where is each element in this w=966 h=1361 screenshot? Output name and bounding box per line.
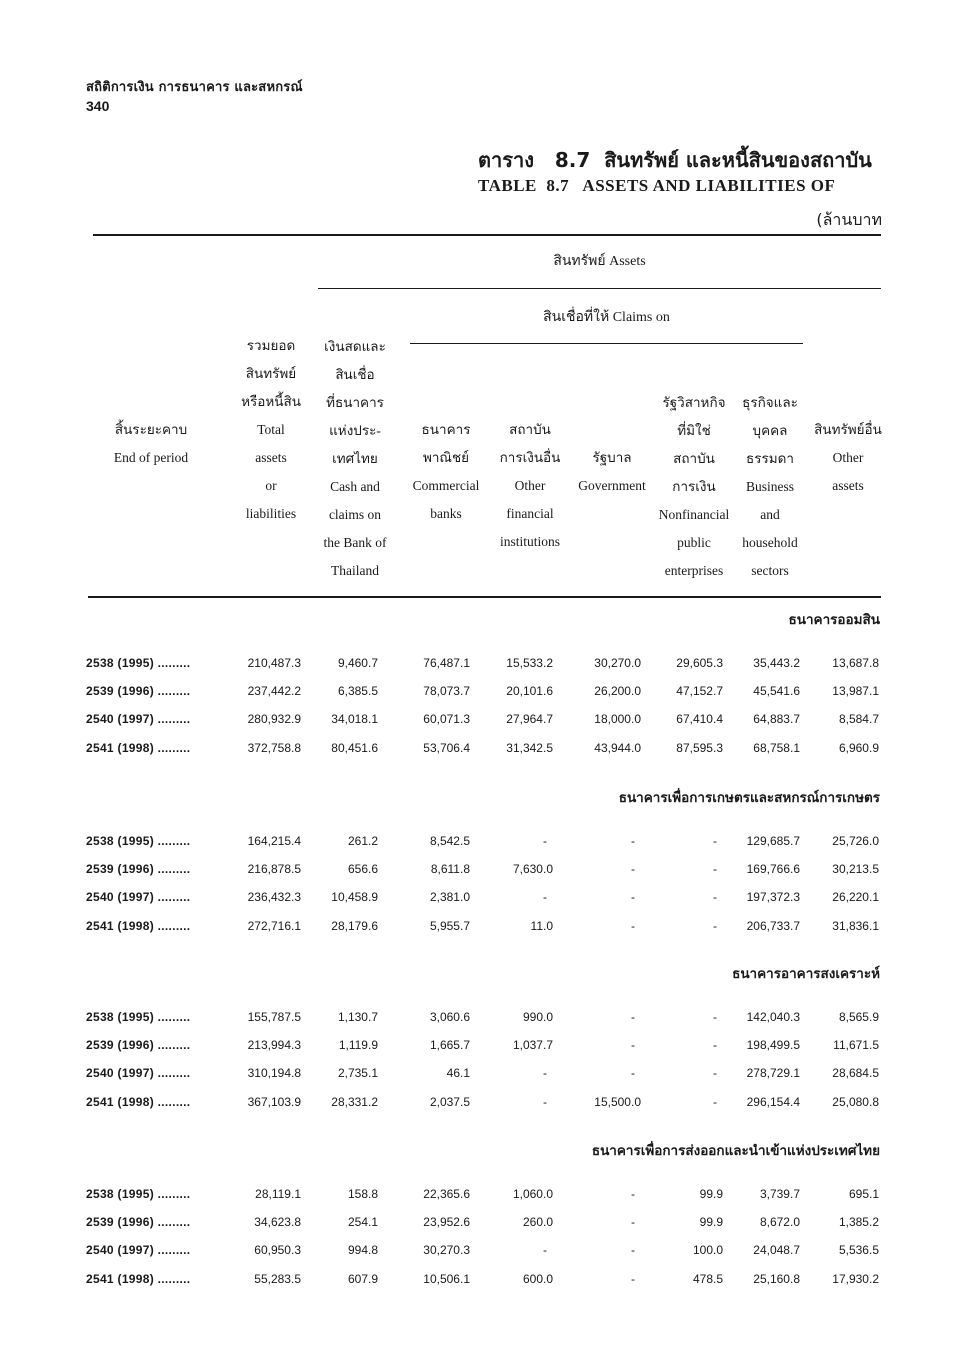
table-cell: - [713,890,717,905]
assets-group-rule [318,288,881,289]
table-cell: 76,487.1 [423,656,470,670]
table-cell: 29,605.3 [676,656,723,670]
table-row [0,890,966,912]
table-row [0,741,966,763]
table-cell: 28,119.1 [255,1187,301,1201]
table-cell: 254.1 [347,1215,378,1230]
period-label: 2541 (1998) ......... [86,740,191,755]
section-title: ธนาคารเพื่อการส่งออกและนำเข้าแห่งประเทศไทย [591,1143,880,1159]
table-cell: 197,372.3 [746,890,800,905]
claims-group-heading: สินเชื่อที่ให้ Claims on [543,310,670,325]
table-cell: 15,533.2 [506,656,553,670]
table-cell: 28,331.2 [331,1094,378,1109]
column-header-line: สถาบัน [509,422,551,437]
table-row [0,1066,966,1088]
table-cell: 164,215.4 [247,834,301,848]
table-cell: 280,932.9 [247,712,301,727]
table-cell: 5,955.7 [429,918,470,933]
column-header-line: banks [430,506,462,521]
table-row [0,919,966,941]
table-cell: 99.9 [699,1215,723,1230]
column-header-8 [734,389,806,585]
table-cell: 22,365.6 [423,1187,470,1201]
table-top-rule [93,234,881,236]
column-header-line: assets [255,450,287,465]
table-cell: 11.0 [530,918,553,933]
period-label: 2538 (1995) ......... [86,656,191,670]
column-header-line: public [677,535,711,550]
column-header-line: and [760,507,780,522]
column-header-line: ที่ธนาคาร [326,395,384,410]
table-cell: 216,878.5 [247,862,301,877]
column-header-line: ธุรกิจและ [742,395,798,410]
table-cell: 43,944.0 [594,740,641,755]
table-cell: 3,060.6 [429,1010,470,1024]
period-label: 2541 (1998) ......... [86,1094,191,1109]
section-title: ธนาคารออมสิน [788,612,880,628]
table-cell: - [713,862,717,877]
table-cell: 45,541.6 [753,684,800,699]
table-cell: - [543,1243,547,1258]
column-header-line: สินทรัพย์ [245,366,297,381]
table-cell: 695.1 [848,1187,879,1201]
table-cell: 310,194.8 [247,1066,301,1081]
unit-label: (ล้านบาท [816,210,882,229]
column-header-line: ที่มิใช่ [677,423,711,438]
table-cell: - [713,1038,717,1053]
column-header-line: รัฐวิสาหกิจ [662,395,726,410]
table-cell: - [631,1187,635,1201]
period-label: 2538 (1995) ......... [86,834,191,848]
table-cell: - [543,890,547,905]
table-cell: 1,130.7 [337,1010,378,1024]
table-cell: 272,716.1 [247,918,301,933]
table-cell: 607.9 [347,1271,378,1286]
table-row [0,1010,966,1032]
table-cell: 656.6 [347,862,378,877]
table-row [0,1272,966,1294]
column-header-line: Commercial [412,478,480,493]
table-cell: 278,729.1 [746,1066,800,1081]
column-header-line: Thailand [331,563,379,578]
table-cell: 20,101.6 [506,684,553,699]
table-cell: - [631,1066,635,1081]
table-cell: - [631,1243,635,1258]
table-cell: 9,460.7 [337,656,378,670]
table-cell: - [713,1094,717,1109]
table-cell: 296,154.4 [746,1094,800,1109]
table-cell: 60,950.3 [254,1243,301,1258]
column-header-line: พาณิชย์ [422,450,470,465]
table-cell: - [631,1010,635,1024]
table-cell: 260.0 [522,1215,553,1230]
table-cell: 25,080.8 [832,1094,879,1109]
table-row [0,1187,966,1209]
table-cell: 372,758.8 [247,740,301,755]
column-header-line: สิ้นระยะคาบ [114,422,188,437]
page-number: 340 [86,98,110,114]
table-cell: 31,342.5 [506,740,553,755]
table-cell: 213,994.3 [247,1038,301,1053]
table-cell: 25,726.0 [832,834,879,848]
table-cell: 25,160.8 [753,1271,800,1286]
table-cell: 169,766.6 [746,862,800,877]
column-header-2 [236,332,306,528]
table-cell: - [631,834,635,848]
table-title-thai: ตาราง 8.7 สินทรัพย์ และหนี้สินของสถาบัน [478,148,872,172]
table-cell: 6,385.5 [337,684,378,699]
table-cell: 3,739.7 [759,1187,800,1201]
table-cell: 34,623.8 [254,1215,301,1230]
table-cell: 100.0 [692,1243,723,1258]
table-cell: 8,565.9 [838,1010,879,1024]
table-cell: 158.8 [347,1187,378,1201]
table-cell: 990.0 [522,1010,553,1024]
column-header-line: Government [578,478,646,493]
table-cell: 99.9 [699,1187,723,1201]
period-label: 2540 (1997) ......... [86,712,191,727]
table-cell: - [543,1094,547,1109]
table-cell: 5,536.5 [838,1243,879,1258]
claims-group-rule [410,343,803,344]
table-cell: 155,787.5 [247,1010,301,1024]
column-header-line: sectors [751,563,789,578]
table-cell: 237,442.2 [247,684,301,699]
running-head: สถิติการเงิน การธนาคาร และสหกรณ์ [86,80,303,95]
table-cell: 46.1 [446,1066,470,1081]
table-cell: 26,200.0 [594,684,641,699]
table-cell: - [631,1038,635,1053]
table-cell: 8,611.8 [430,862,470,877]
table-cell: - [631,890,635,905]
table-cell: 8,584.7 [838,712,879,727]
column-header-line: enterprises [664,563,724,578]
column-header-line: liabilities [245,506,297,521]
table-cell: 2,735.1 [337,1066,378,1081]
table-cell: 67,410.4 [676,712,723,727]
period-label: 2541 (1998) ......... [86,918,191,933]
table-cell: 367,103.9 [247,1094,301,1109]
table-cell: 1,119.9 [338,1038,378,1053]
table-cell: - [713,918,717,933]
period-label: 2539 (1996) ......... [86,862,191,877]
period-label: 2541 (1998) ......... [86,1271,191,1286]
column-header-line: Nonfinancial [658,507,730,522]
column-header-line: institutions [499,534,560,549]
column-header-line: financial [506,506,554,521]
table-cell: 64,883.7 [753,712,800,727]
period-label: 2539 (1996) ......... [86,1038,191,1053]
column-header-line: End of period [113,450,189,465]
table-cell: 30,270.3 [423,1243,470,1258]
table-cell: 18,000.0 [594,712,641,727]
table-cell: - [713,834,717,848]
table-cell: 13,687.8 [832,656,879,670]
table-title-english: TABLE 8.7 ASSETS AND LIABILITIES OF [478,176,836,195]
column-header-line: บุคคล [752,423,788,438]
period-label: 2540 (1997) ......... [86,1243,191,1258]
table-cell: 1,060.0 [512,1187,553,1201]
table-cell: 142,040.3 [746,1010,800,1024]
table-cell: 26,220.1 [832,890,879,905]
table-cell: 27,964.7 [506,712,553,727]
section-title: ธนาคารอาคารสงเคราะห์ [732,966,880,982]
table-cell: 24,048.7 [753,1243,800,1258]
table-cell: 23,952.6 [423,1215,470,1230]
table-cell: 994.8 [347,1243,378,1258]
table-row [0,862,966,884]
table-cell: 236,432.3 [247,890,301,905]
table-cell: 15,500.0 [594,1094,641,1109]
column-header-line: การเงิน [672,479,716,494]
column-header-line: Business [745,479,794,494]
column-header-3 [312,333,398,585]
column-header-line: เงินสดและ [324,339,386,354]
table-cell: 478.5 [692,1271,723,1286]
table-cell: - [631,1215,635,1230]
column-header-4 [402,416,490,528]
table-row [0,1095,966,1117]
table-cell: - [631,862,635,877]
column-header-line: สินทรัพย์อื่น [814,422,882,437]
header-bottom-rule [88,596,881,598]
table-cell: - [713,1066,717,1081]
column-header-line: Other [832,450,864,465]
column-header-line: ธรรมดา [746,451,794,466]
column-header-line: Total [257,422,285,437]
table-row [0,834,966,856]
column-header-1 [86,416,216,472]
table-row [0,712,966,734]
column-header-line: claims on [328,507,382,522]
table-cell: 34,018.1 [331,712,378,727]
table-cell: 60,071.3 [423,712,470,727]
table-cell: 47,152.7 [676,684,723,699]
period-label: 2538 (1995) ......... [86,1010,191,1024]
table-cell: 7,630.0 [512,862,553,877]
period-label: 2539 (1996) ......... [86,684,191,699]
table-row [0,684,966,706]
column-header-line: รวมยอด [246,338,296,353]
column-header-line: or [265,478,277,493]
table-row [0,1243,966,1265]
table-cell: 13,987.1 [832,684,879,699]
table-cell: - [631,918,635,933]
table-cell: 6,960.9 [838,740,879,755]
table-cell: 8,542.5 [429,834,470,848]
table-cell: 1,665.7 [429,1038,470,1053]
table-cell: 68,758.1 [753,740,800,755]
table-cell: 53,706.4 [423,740,470,755]
table-cell: 87,595.3 [676,740,723,755]
table-cell: 600.0 [522,1271,553,1286]
table-cell: 2,381.0 [429,890,470,905]
table-cell: 1,037.7 [512,1038,553,1053]
column-header-7 [654,389,734,585]
column-header-line: assets [832,478,864,493]
column-header-9 [806,416,890,500]
table-cell: - [713,1010,717,1024]
column-header-line: ธนาคาร [421,422,471,437]
table-cell: 129,685.7 [746,834,800,848]
table-cell: 17,930.2 [832,1271,879,1286]
table-cell: 10,458.9 [331,890,378,905]
table-cell: 28,684.5 [832,1066,879,1081]
table-cell: 30,213.5 [832,862,879,877]
period-label: 2539 (1996) ......... [86,1215,191,1230]
table-row [0,1038,966,1060]
table-cell: 35,443.2 [753,656,800,670]
period-label: 2540 (1997) ......... [86,1066,191,1081]
section-title: ธนาคารเพื่อการเกษตรและสหกรณ์การเกษตร [618,790,880,806]
table-cell: 2,037.5 [429,1094,470,1109]
table-cell: - [543,1066,547,1081]
column-header-6 [570,444,654,500]
table-cell: 55,283.5 [254,1271,301,1286]
table-cell: 11,671.5 [833,1038,879,1053]
assets-group-heading: สินทรัพย์ Assets [553,254,646,269]
column-header-line: สินเชื่อ [335,367,375,382]
column-header-5 [490,416,570,556]
period-label: 2540 (1997) ......... [86,890,191,905]
table-cell: - [543,834,547,848]
table-row [0,656,966,678]
table-cell: 210,487.3 [247,656,301,670]
table-cell: 206,733.7 [746,918,800,933]
column-header-line: the Bank of [323,535,387,550]
column-header-line: household [742,535,798,550]
table-cell: 8,672.0 [759,1215,800,1230]
column-header-line: Other [514,478,546,493]
column-header-line: การเงินอื่น [499,450,561,465]
table-cell: 198,499.5 [746,1038,800,1053]
table-cell: 78,073.7 [423,684,470,699]
column-header-line: หรือหนี้สิน [241,394,301,409]
column-header-line: แห่งประ- [329,423,381,438]
table-cell: 31,836.1 [832,918,879,933]
table-cell: 10,506.1 [423,1271,470,1286]
table-cell: 80,451.6 [331,740,378,755]
table-row [0,1215,966,1237]
table-cell: 1,385.2 [838,1215,879,1230]
table-cell: 30,270.0 [594,656,641,670]
table-cell: 261.2 [347,834,378,848]
table-cell: - [631,1271,635,1286]
column-header-line: สถาบัน [673,451,715,466]
column-header-line: Cash and [330,479,380,494]
period-label: 2538 (1995) ......... [86,1187,191,1201]
table-cell: 28,179.6 [331,918,378,933]
column-header-line: เทศไทย [332,451,378,466]
column-header-line: รัฐบาล [592,450,632,465]
